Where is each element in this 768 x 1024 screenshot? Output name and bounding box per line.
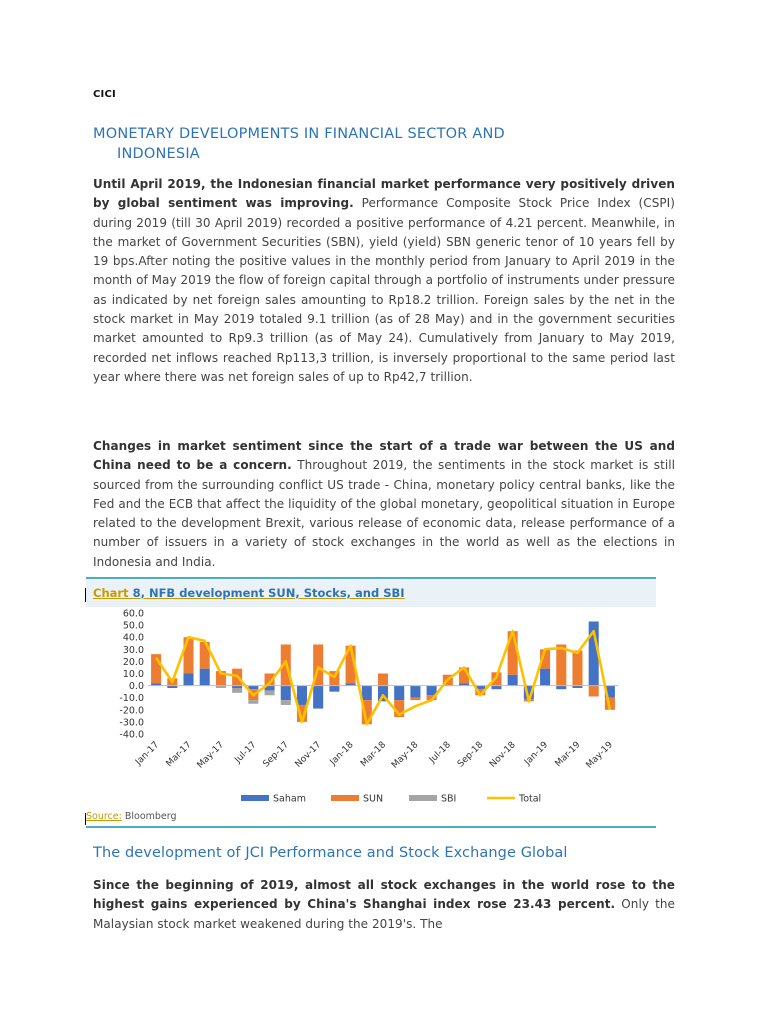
bar-sbi (248, 700, 258, 704)
bar-sbi (265, 690, 275, 695)
paragraph-1 (93, 175, 675, 387)
x-tick-label: Sep-17 (261, 740, 291, 770)
bar-saham (540, 669, 550, 686)
y-tick-label: 0.0 (128, 681, 144, 693)
chart-caption-number: 8 (128, 586, 141, 600)
chart-svg (86, 607, 656, 812)
y-tick-label: 60.0 (122, 608, 144, 620)
legend-item (409, 794, 456, 805)
x-tick-label: May-17 (195, 740, 227, 771)
y-tick-label: 20.0 (122, 656, 144, 668)
bar-saham (200, 669, 210, 686)
bar-saham (281, 686, 291, 701)
bar-saham (248, 686, 258, 690)
legend-label: Saham (273, 793, 306, 805)
bar-sbi (281, 700, 291, 705)
bar-sbi (232, 688, 242, 693)
legend-swatch-sbi (409, 795, 437, 801)
bar-saham (508, 675, 518, 686)
x-tick-label: Nov-17 (293, 740, 324, 770)
chart-caption-text: , NFB development SUN, Stocks, and SBI (140, 586, 405, 600)
legend-swatch-saham (241, 795, 269, 801)
bar-sun (589, 686, 599, 697)
y-tick-label: -10.0 (119, 693, 144, 705)
legend-label: SUN (363, 793, 384, 805)
source-text: Bloomberg (121, 811, 177, 822)
x-tick-label: Jul-18 (427, 740, 453, 766)
y-tick-label: 30.0 (122, 644, 144, 656)
legend-label: SBI (441, 793, 457, 805)
bar-saham (329, 686, 339, 692)
legend-label: Total (519, 793, 542, 805)
chart-caption (93, 586, 405, 600)
bar-saham (297, 686, 307, 705)
bar-saham (410, 686, 420, 698)
page-title-line1: MONETARY DEVELOPMENTS IN FINANCIAL SECTOR AND (93, 126, 505, 142)
bar-saham (491, 686, 501, 690)
source-label: Source: (86, 811, 122, 822)
x-tick-label: Jul-17 (233, 740, 259, 766)
text-cursor (85, 588, 86, 602)
legend-item (241, 794, 306, 805)
y-tick-label: -40.0 (119, 729, 144, 741)
x-tick-label: Sep-18 (455, 740, 486, 770)
section-title: The development of JCI Performance and Stock Exchange Global (93, 845, 568, 861)
bar-sun (572, 651, 582, 686)
bar-saham (183, 674, 193, 686)
chart-caption-label: Chart (93, 586, 129, 600)
x-tick-label: Jan-19 (522, 740, 551, 768)
bar-sun (410, 698, 420, 700)
y-tick-label: 40.0 (122, 632, 144, 644)
bar-sun (183, 637, 193, 673)
bar-saham (556, 686, 566, 690)
paragraph-3-body: Only the Malaysian stock market weakened during the 2019's. The (93, 897, 675, 931)
paragraph-1-body: Performance Composite Stock Price Index (CSPI) during 2019 (till 30 April 2019) recorded a positive performance of 4.21 percent. Meanwhile, in the market of Government Securities (SBN), yield (yield) SBN generic tenor of 10 years fell by 19 bps.After noting the positive values in the monthly period from January to April 2019 in the month of May 2019 the flow of foreign capital through a portfolio of instruments under pressure as indicated by net foreign sales amounting to Rp18.2 trillion. Foreign sales by the net in the stock market in May 2019 totaled 9.1 trillion (as of 28 May) and in the government securities market amounted to Rp9.3 trillion (as of May 24). Cumulatively from January to May 2019, recorded net inflows reached Rp113,3 trillion, is inversely proportional to the same period last year where there was net foreign sales of up to Rp42,7 trillion. (93, 196, 675, 384)
paragraph-3 (93, 876, 675, 934)
chart-source (86, 811, 177, 822)
x-tick-label: Mar-17 (164, 740, 194, 770)
bar-saham (313, 686, 323, 709)
x-tick-label: Nov-18 (488, 740, 518, 770)
bar-sun (378, 674, 388, 686)
paragraph-2 (93, 437, 675, 572)
y-tick-label: -20.0 (119, 705, 144, 717)
bar-saham (362, 686, 372, 701)
header-label: CICI (93, 89, 116, 100)
y-tick-label: 50.0 (122, 620, 144, 632)
x-tick-label: May-19 (584, 740, 616, 771)
x-tick-label: May-18 (390, 740, 421, 771)
bar-saham (394, 686, 404, 701)
paragraph-3-lead: Since the beginning of 2019, almost all stock exchanges in the world rose to the highest gains experienced by China's Shanghai index rose 23.43 percent. (93, 878, 675, 912)
legend-item (487, 794, 541, 805)
legend-swatch-sun (331, 795, 359, 801)
y-tick-label: -30.0 (119, 717, 144, 729)
page-title (93, 124, 653, 164)
y-tick-label: 10.0 (122, 669, 144, 680)
paragraph-2-body: Throughout 2019, the sentiments in the stock market is still sourced from the surrounding conflict US trade - China, monetary policy central banks, like the Fed and the ECB that affect the liquidity of the global monetary, geopolitical situation in Europe related to the development Brexit, various release of economic data, release performance of a number of issuers in a variety of stock exchanges in the world as well as the elections in Indonesia and India. (93, 458, 675, 569)
x-tick-label: Mar-18 (359, 740, 389, 770)
paragraph-1-lead: Until April 2019, the Indonesian financial market performance very positively driven by global sentiment was improving. (93, 177, 675, 211)
chart-container (86, 577, 656, 828)
x-tick-label: Jan-17 (133, 740, 162, 768)
legend-item (331, 794, 383, 805)
x-tick-label: Jan-18 (328, 740, 356, 768)
x-tick-label: Mar-19 (553, 740, 583, 770)
page-title-line2: INDONESIA (117, 146, 200, 162)
paragraph-2-lead: Changes in market sentiment since the start of a trade war between the US and China need to be a concern. (93, 439, 675, 473)
bar-sun (556, 644, 566, 685)
